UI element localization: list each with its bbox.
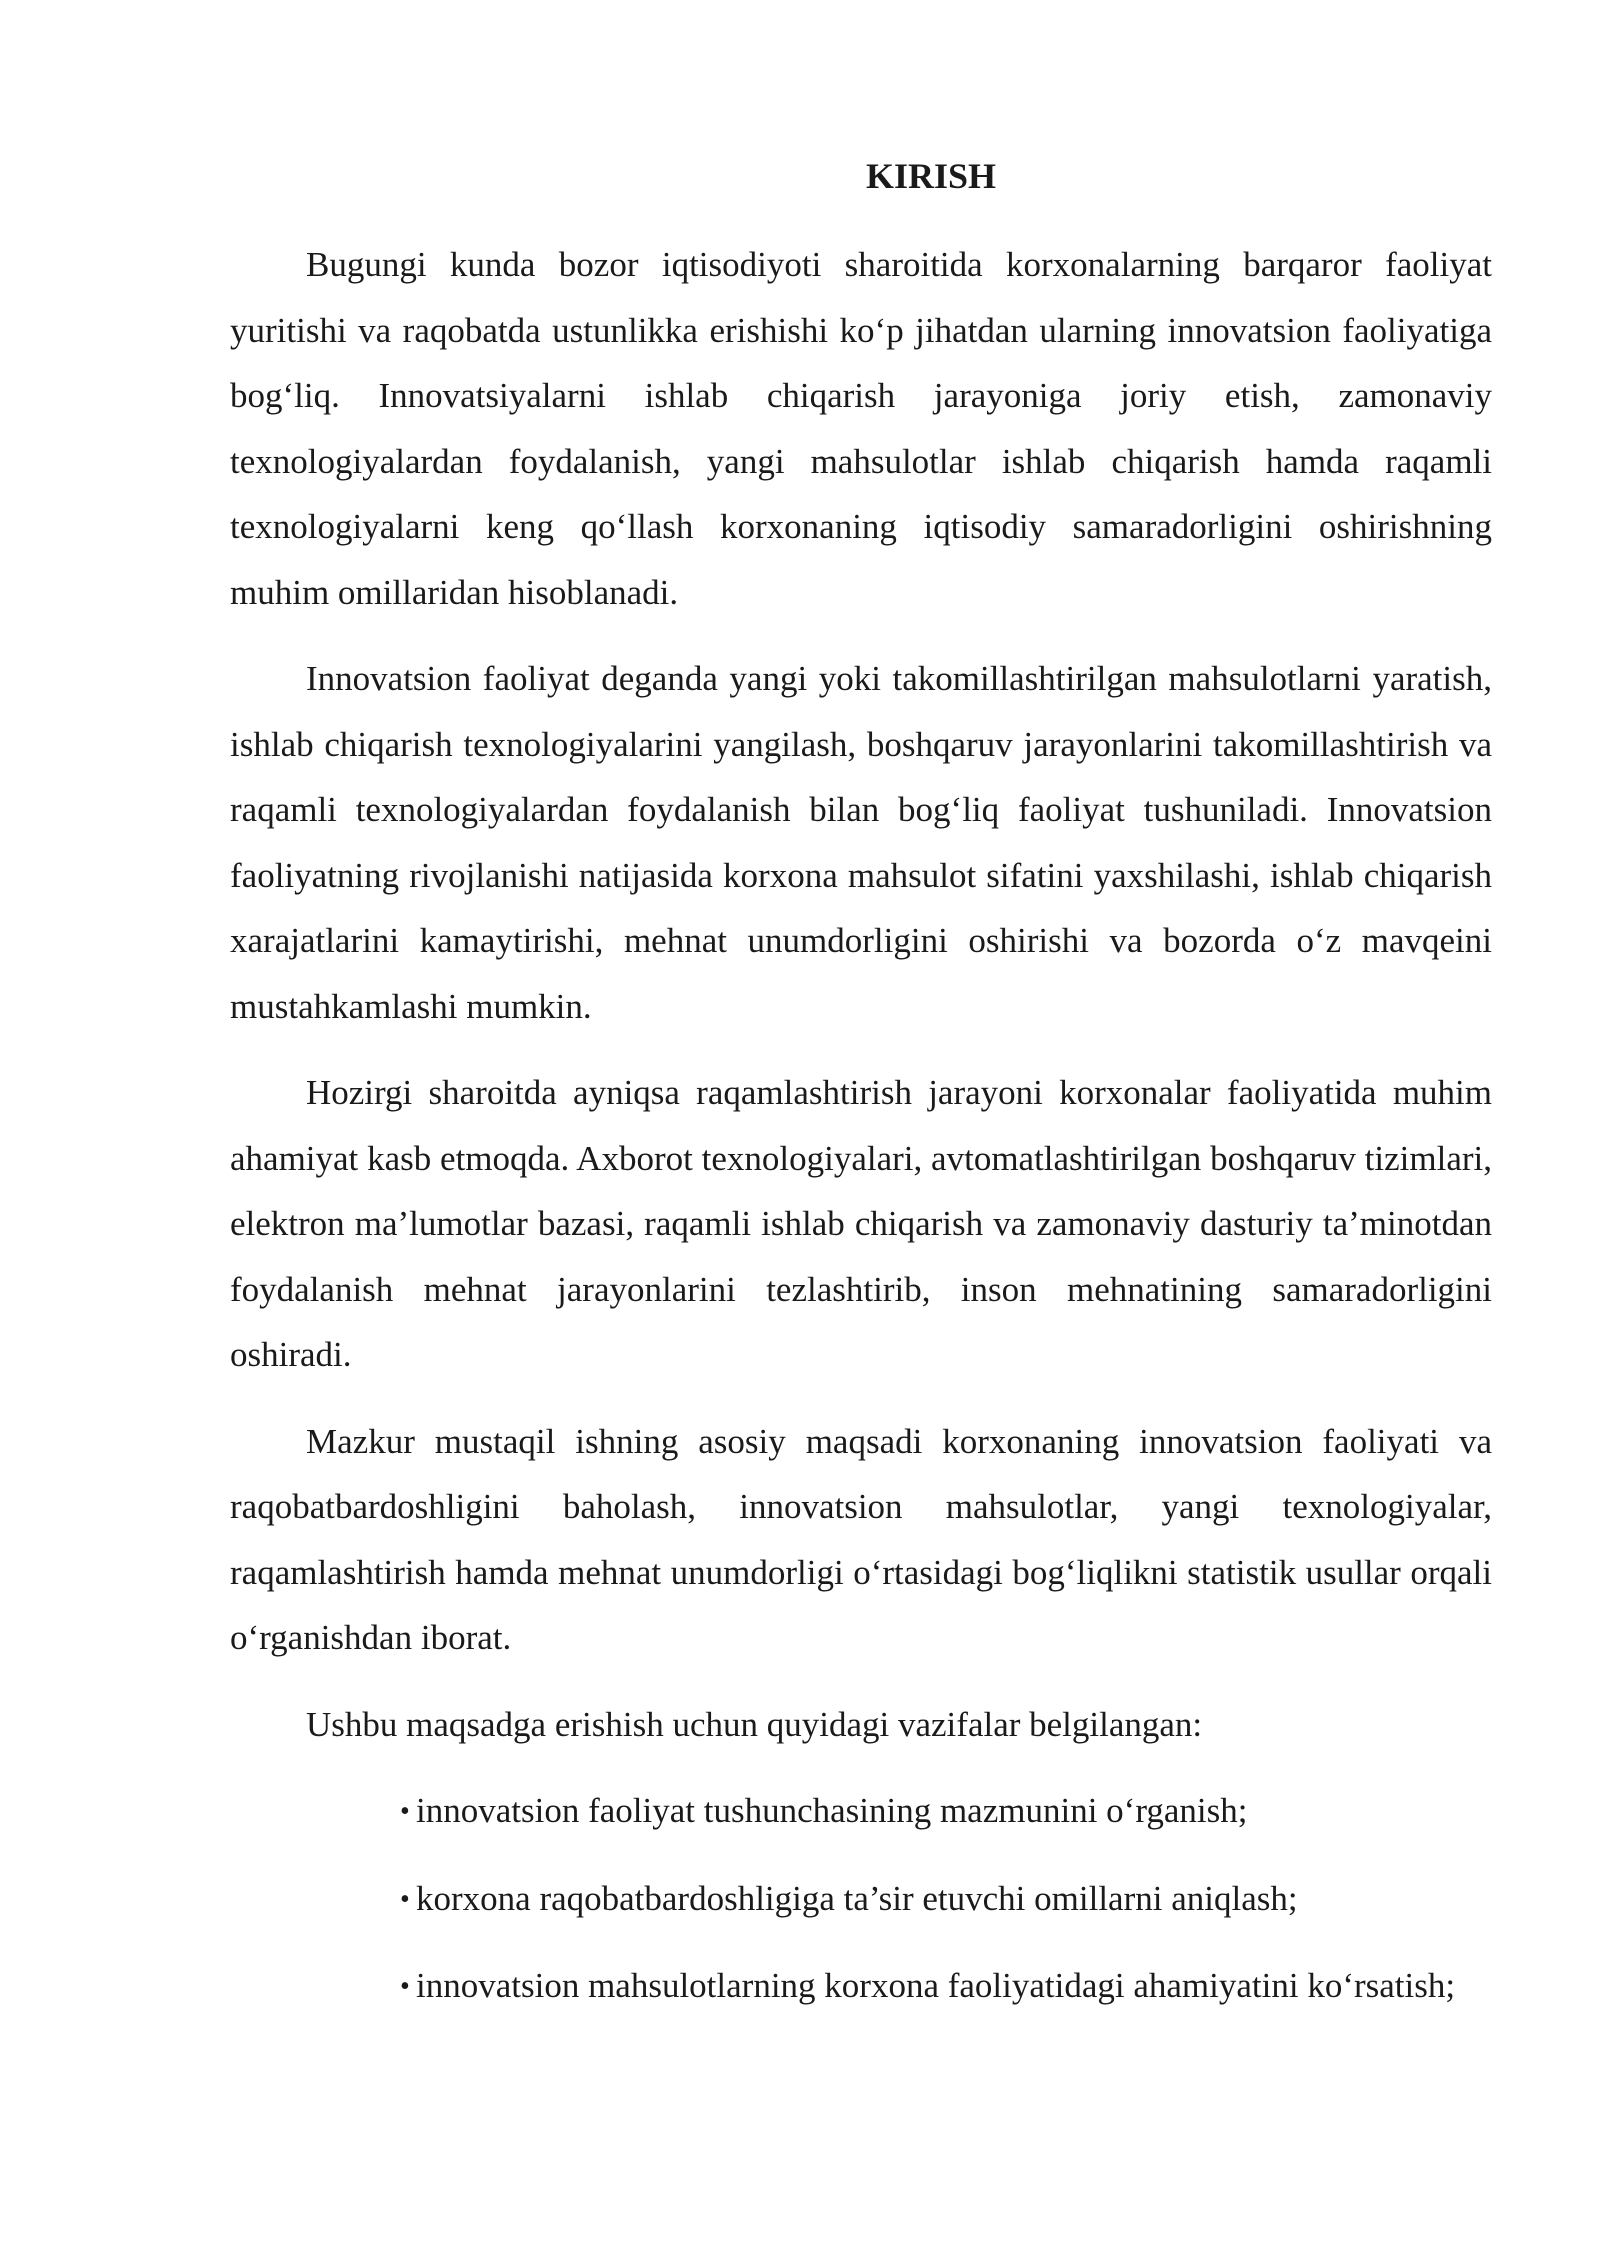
- paragraph-4: Mazkur mustaqil ishning asosiy maqsadi korxonaning innovatsion faoliyati va raqobatbardoshligini baholash, innovatsion mahsulotlar, yangi texnologiyalar, raqamlashtirish hamda mehnat unumdorligi o‘rtasidagi bog‘liqlikni statistik usullar orqali o‘rganishdan iborat.: [230, 1421, 1492, 1657]
- document-page: [230, 150, 1492, 2041]
- section-heading: KIRISH: [865, 156, 997, 196]
- bullet-icon: •: [400, 1796, 410, 1827]
- list-item: [330, 1953, 1492, 2020]
- task-text: innovatsion faoliyat tushunchasining mazmunini o‘rganish;: [416, 1791, 1248, 1830]
- task-text: innovatsion mahsulotlarning korxona faoliyatidagi ahamiyatini ko‘rsatish;: [416, 1966, 1456, 2005]
- task-text: korxona raqobatbardoshligiga ta’sir etuvchi omillarni aniqlash;: [416, 1878, 1298, 1918]
- tasks-intro: Ushbu maqsadga erishish uchun quyidagi vazifalar belgilangan:: [306, 1704, 1203, 1744]
- list-item: [330, 1778, 1492, 1845]
- paragraph-1: Bugungi kunda bozor iqtisodiyoti sharoitida korxonalarning barqaror faoliyat yuritishi va raqobatda ustunlikka erishishi ko‘p jihatdan ularning innovatsion faoliyatiga bog‘liq. Innovatsiyalarni ishlab chiqarish jarayoniga joriy etish, zamonaviy texnologiyalardan foydalanish, yangi mahsulotlar ishlab chiqarish hamda raqamli texnologiyalarni keng qo‘llash korxonaning iqtisodiy samaradorligini oshirishning muhim omillaridan hisoblanadi.: [230, 245, 1492, 612]
- bullet-icon: •: [400, 1883, 410, 1915]
- paragraph-3: Hozirgi sharoitda ayniqsa raqamlashtirish jarayoni korxonalar faoliyatida muhim ahamiyat kasb etmoqda. Axborot texnologiyalari, avtomatlashtirilgan boshqaruv tizimlari, elektron ma’lumotlar bazasi, raqamli ishlab chiqarish va zamonaviy dasturiy ta’minotdan foydalanish mehnat jarayonlarini tezlashtirib, inson mehnatining samaradorligini oshiradi.: [230, 1073, 1492, 1374]
- paragraph-2: Innovatsion faoliyat deganda yangi yoki takomillashtirilgan mahsulotlarni yaratish, ishlab chiqarish texnologiyalarini yangilash, boshqaruv jarayonlarini takomillashtirish va raqamli texnologiyalardan foydalanish bilan bog‘liq faoliyat tushuniladi. Innovatsion faoliyatning rivojlanishi natijasida korxona mahsulot sifatini yaxshilashi, ishlab chiqarish xarajatlarini kamaytirishi, mehnat unumdorligini oshirishi va bozorda o‘z mavqeini mustahkamlashi mumkin.: [230, 659, 1492, 1026]
- bullet-icon: •: [400, 1971, 410, 2002]
- list-item: [330, 1866, 1492, 1933]
- task-list: [230, 1778, 1492, 2020]
